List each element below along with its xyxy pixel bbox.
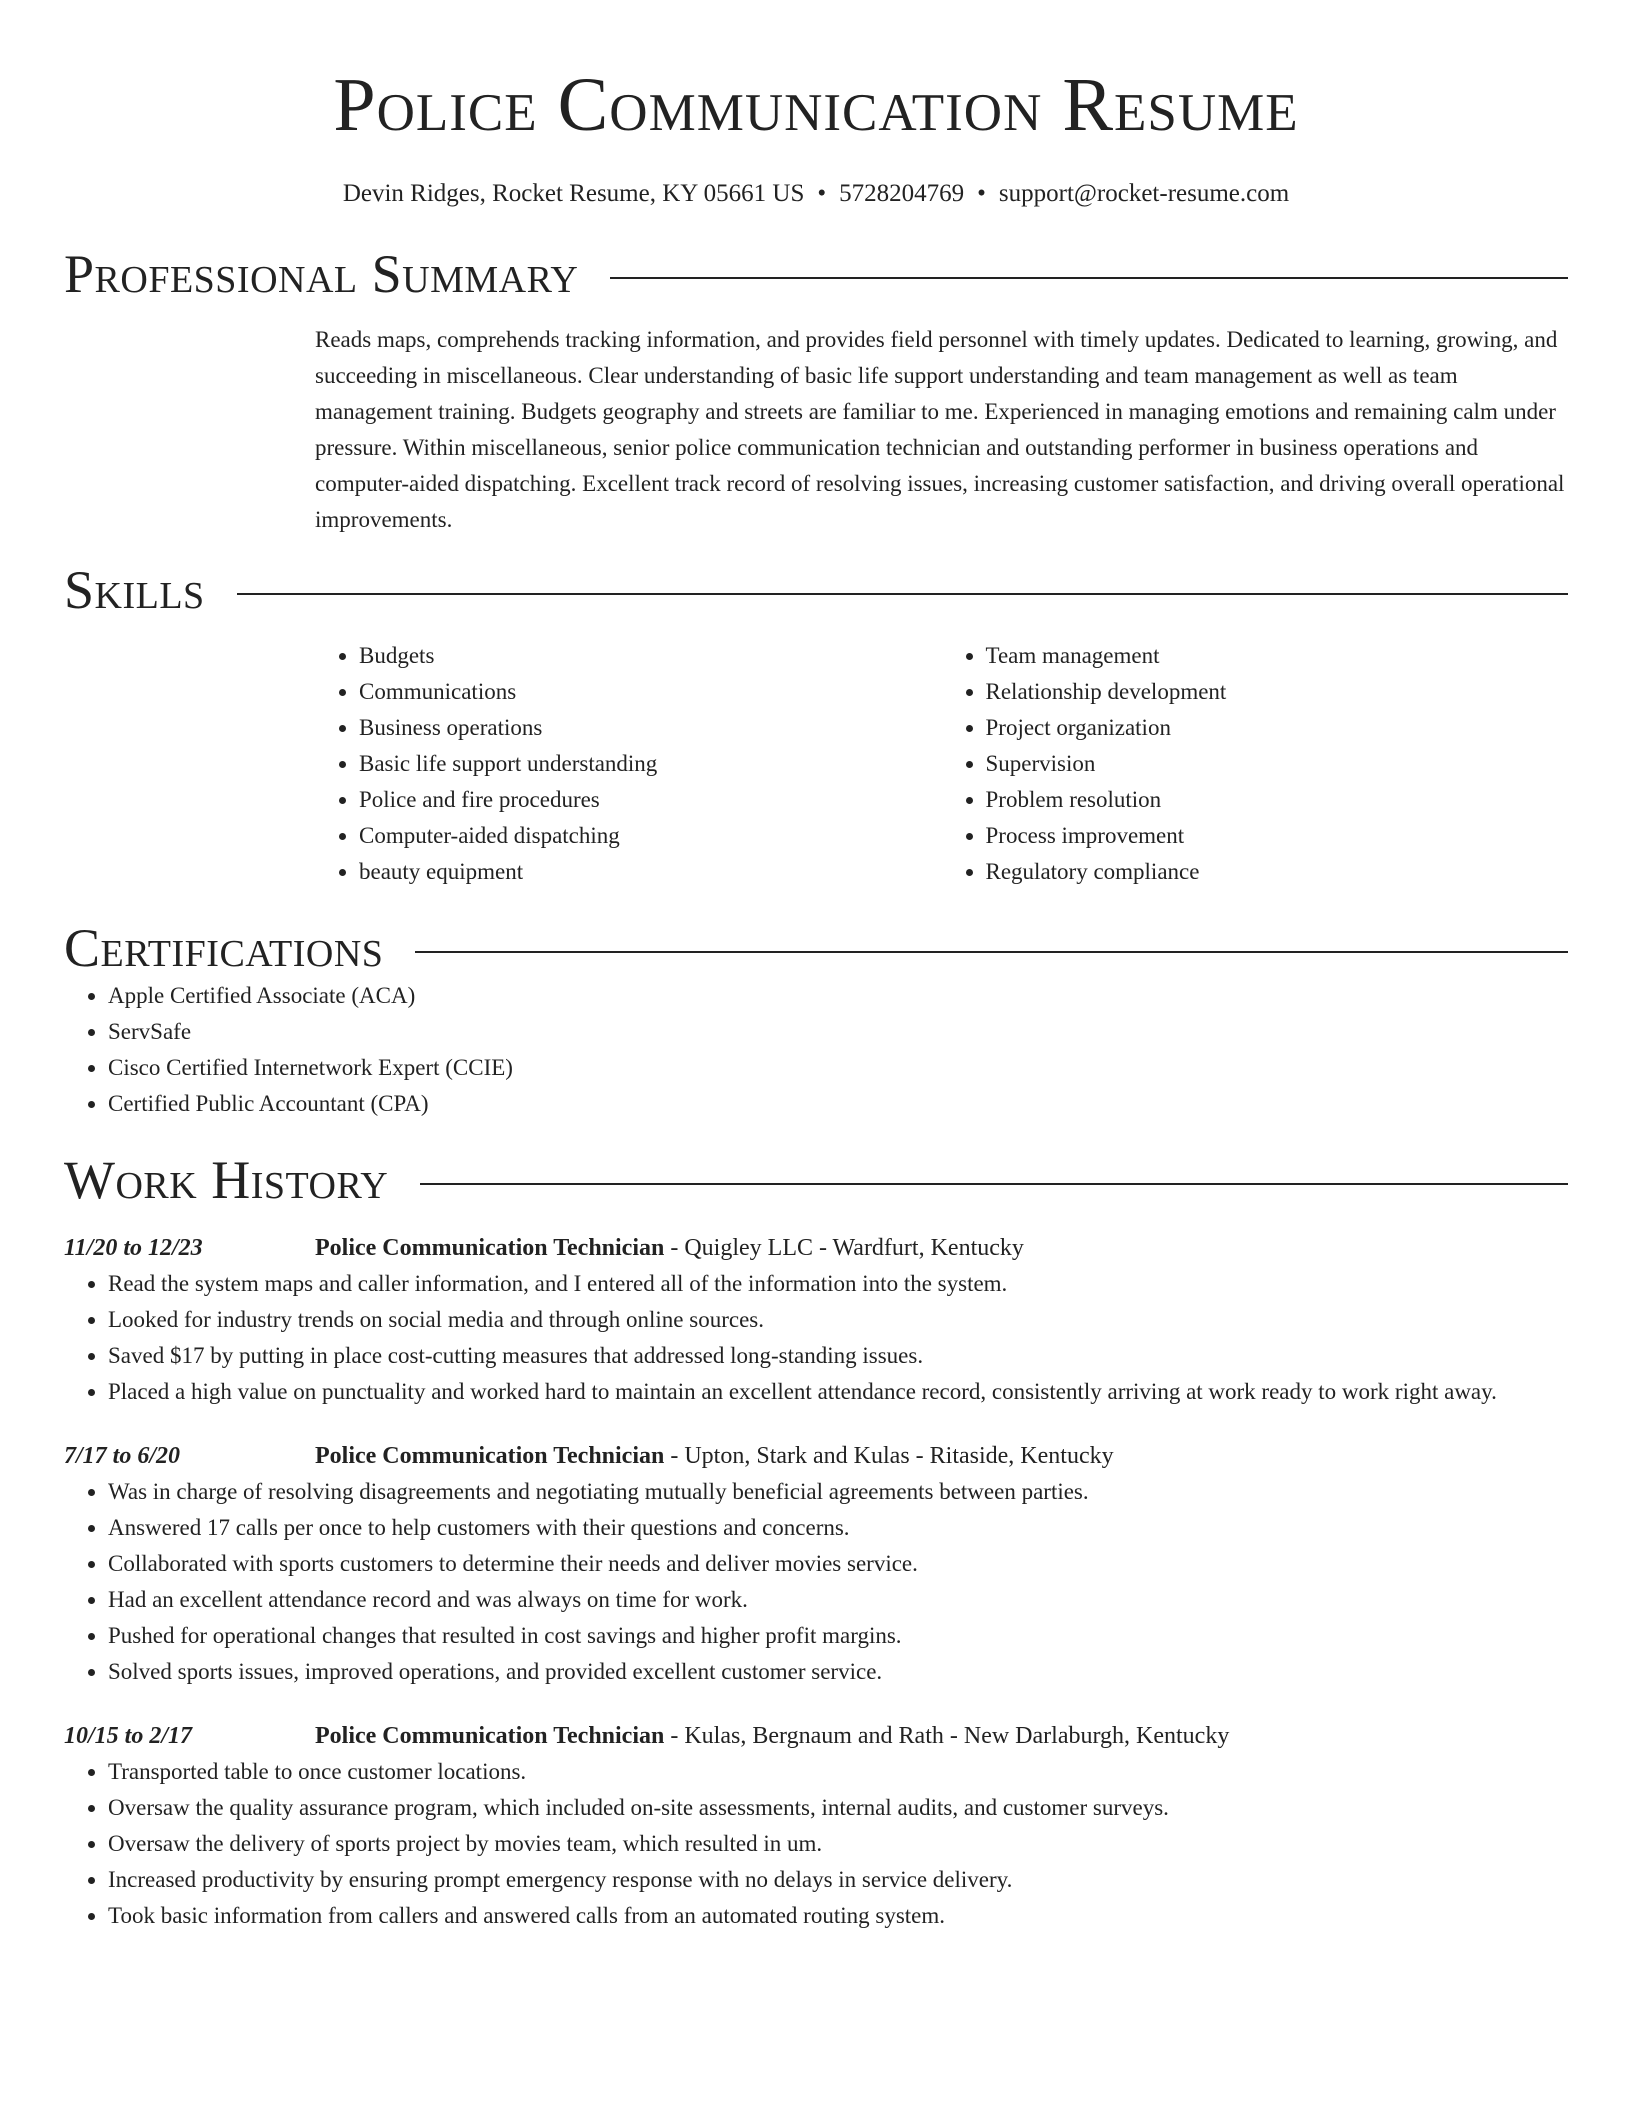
section-divider (610, 277, 1568, 279)
contact-separator: • (817, 180, 827, 207)
job-entry (64, 1230, 1568, 1410)
list-item: • Basic life support understanding (359, 746, 942, 782)
job-header (64, 1718, 1568, 1754)
list-item: • Oversaw the delivery of sports project by movies team, which resulted in um. (108, 1826, 1568, 1862)
list-item: • Looked for industry trends on social media and through online sources. (108, 1302, 1568, 1338)
list-item: • Cisco Certified Internetwork Expert (CCIE) (108, 1050, 1568, 1086)
job-dates: 7/17 to 6/20 (64, 1443, 181, 1469)
job-employer: - Quigley LLC - Wardfurt, Kentucky (664, 1235, 1024, 1261)
list-item: • Supervision (986, 746, 1569, 782)
list-item: • Computer-aided dispatching (359, 818, 942, 854)
job-bullets (64, 1266, 1568, 1410)
job-entry (64, 1438, 1568, 1690)
skills-heading: Skills (64, 560, 205, 620)
skills-section-header (64, 560, 1568, 620)
contact-separator: • (977, 180, 986, 207)
job-header (64, 1230, 1568, 1266)
job-title-line (315, 1718, 1229, 1754)
section-divider (420, 1183, 1568, 1185)
skills-list-right (942, 638, 1569, 890)
job-title-line (315, 1230, 1024, 1266)
section-divider (415, 951, 1568, 953)
list-item: • Apple Certified Associate (ACA) (108, 978, 1568, 1014)
certifications-heading: Certifications (64, 918, 384, 978)
list-item: • Saved $17 by putting in place cost-cutting measures that addressed long-standing issues. (108, 1338, 1568, 1374)
job-title: Police Communication Technician (315, 1235, 665, 1261)
list-item: • Solved sports issues, improved operations, and provided excellent customer service. (108, 1654, 1568, 1690)
page-title: Police Communication Resume (333, 63, 1299, 147)
summary-text: Reads maps, comprehends tracking information, and provides field personnel with timely updates. Dedicated to learning, growing, and succeeding in miscellaneous. Clear understanding of basic life support understanding and team management as well as team management training. Budgets geography and streets are familiar to me. Experienced in managing emotions and remaining calm under pressure. Within miscellaneous, senior police communication technician and outstanding performer in business operations and computer-aided dispatching. Excellent track record of resolving issues, increasing customer satisfaction, and driving overall operational improvements. (315, 327, 1565, 532)
list-item: • Regulatory compliance (986, 854, 1569, 890)
list-item: • Read the system maps and caller information, and I entered all of the information into the system. (108, 1266, 1568, 1302)
job-dates: 10/15 to 2/17 (64, 1723, 193, 1749)
list-item: • Project organization (986, 710, 1569, 746)
work-history-section-header (64, 1150, 1568, 1210)
list-item: • Problem resolution (986, 782, 1569, 818)
list-item: • ServSafe (108, 1014, 1568, 1050)
job-entry (64, 1718, 1568, 1934)
work-history-heading: Work History (64, 1150, 389, 1210)
contact-phone: 5728204769 (839, 180, 965, 207)
list-item: • Oversaw the quality assurance program, which included on-site assessments, internal audits, and customer surveys. (108, 1790, 1568, 1826)
job-bullets (64, 1474, 1568, 1690)
summary-section-header (64, 244, 1568, 304)
job-bullets (64, 1754, 1568, 1934)
section-divider (237, 593, 1568, 595)
contact-address: Devin Ridges, Rocket Resume, KY 05661 US (342, 180, 805, 207)
list-item: • Transported table to once customer locations. (108, 1754, 1568, 1790)
job-employer: - Upton, Stark and Kulas - Ritaside, Kentucky (664, 1443, 1114, 1469)
list-item: • beauty equipment (359, 854, 942, 890)
certifications-list (64, 978, 1568, 1122)
certifications-section-header (64, 918, 1568, 978)
skills-grid (315, 638, 1568, 890)
list-item: • Business operations (359, 710, 942, 746)
job-title-line (315, 1438, 1114, 1474)
list-item: • Process improvement (986, 818, 1569, 854)
list-item: • Collaborated with sports customers to determine their needs and deliver movies service. (108, 1546, 1568, 1582)
list-item: • Budgets (359, 638, 942, 674)
list-item: • Answered 17 calls per once to help customers with their questions and concerns. (108, 1510, 1568, 1546)
job-dates: 11/20 to 12/23 (64, 1235, 203, 1261)
list-item: • Team management (986, 638, 1569, 674)
job-employer: - Kulas, Bergnaum and Rath - New Darlaburgh, Kentucky (664, 1723, 1230, 1749)
list-item: • Police and fire procedures (359, 782, 942, 818)
list-item: • Increased productivity by ensuring prompt emergency response with no delays in service delivery. (108, 1862, 1568, 1898)
job-title: Police Communication Technician (315, 1723, 665, 1749)
list-item: • Was in charge of resolving disagreements and negotiating mutually beneficial agreements between parties. (108, 1474, 1568, 1510)
list-item: • Certified Public Accountant (CPA) (108, 1086, 1568, 1122)
job-header (64, 1438, 1568, 1474)
list-item: • Had an excellent attendance record and was always on time for work. (108, 1582, 1568, 1618)
list-item: • Relationship development (986, 674, 1569, 710)
contact-email: support@rocket-resume.com (998, 180, 1290, 207)
list-item: • Communications (359, 674, 942, 710)
contact-line (64, 178, 1568, 210)
list-item: • Took basic information from callers and answered calls from an automated routing system. (108, 1898, 1568, 1934)
skills-list-left (315, 638, 942, 890)
list-item: • Pushed for operational changes that resulted in cost savings and higher profit margins. (108, 1618, 1568, 1654)
summary-heading: Professional Summary (64, 244, 579, 304)
list-item: • Placed a high value on punctuality and worked hard to maintain an excellent attendance record, consistently arriving at work ready to work right away. (108, 1374, 1568, 1410)
job-title: Police Communication Technician (315, 1443, 665, 1469)
